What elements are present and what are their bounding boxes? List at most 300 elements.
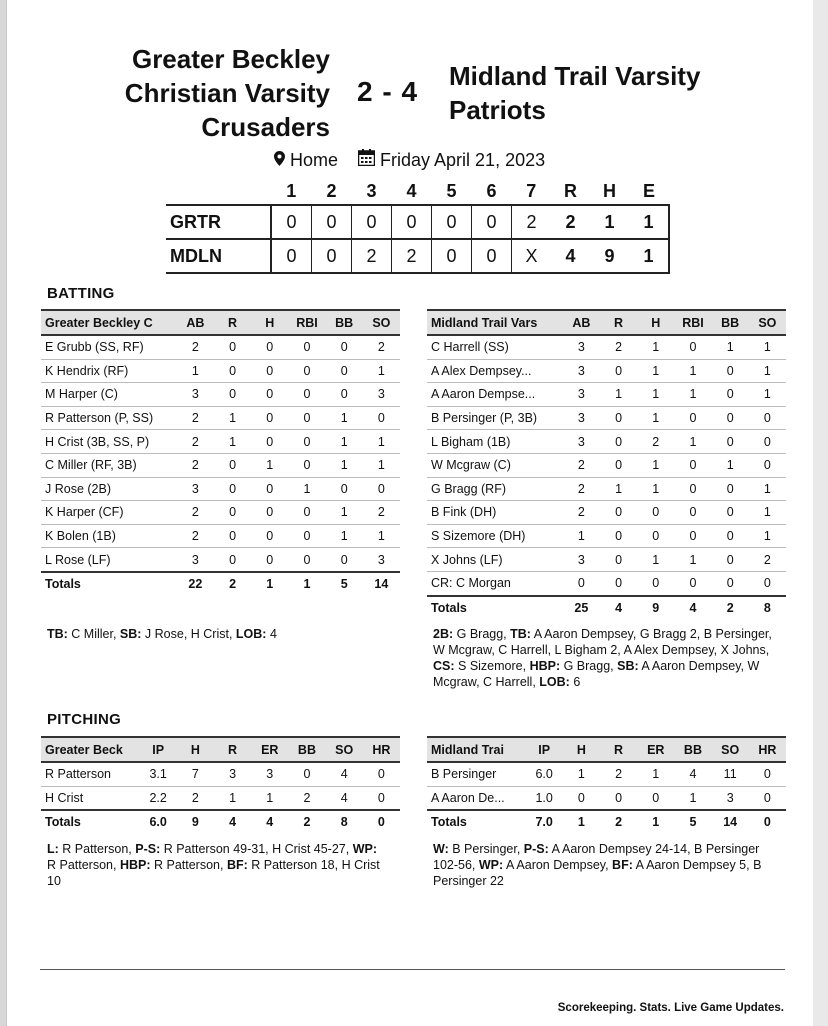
linescore-inning-cell: 0 [271, 239, 312, 273]
totals-cell: 5 [326, 572, 363, 596]
stat-column-header: ER [251, 737, 288, 762]
stat-cell: 0 [600, 524, 637, 548]
stat-cell: 1 [637, 453, 674, 477]
stat-cell: 0 [288, 383, 325, 407]
player-name: B Persinger [427, 762, 526, 786]
totals-cell: 0 [363, 810, 400, 834]
stat-cell: 1 [674, 786, 711, 810]
home-pitching-table [427, 736, 786, 834]
stat-cell: 0 [600, 406, 637, 430]
linescore-inning-cell: 2 [352, 239, 392, 273]
stat-cell: 3 [251, 762, 288, 786]
stat-cell: 0 [288, 762, 325, 786]
stat-cell: 0 [251, 501, 288, 525]
stat-cell: 3 [563, 406, 600, 430]
stat-column-header: ER [637, 737, 674, 762]
stat-cell: 0 [749, 786, 786, 810]
totals-cell: 1 [288, 572, 325, 596]
stat-cell: 4 [326, 762, 363, 786]
stat-cell: 2 [177, 335, 214, 359]
stat-column-header: BB [326, 310, 363, 335]
stat-cell: 1 [712, 453, 749, 477]
stat-cell: 0 [326, 548, 363, 572]
stat-cell: 3 [712, 786, 749, 810]
stat-column-header: H [637, 310, 674, 335]
player-row [427, 383, 786, 407]
player-row [427, 762, 786, 786]
stat-column-header: R [214, 737, 251, 762]
stat-cell: 0 [637, 501, 674, 525]
stat-cell: 2 [177, 786, 214, 810]
player-name: H Crist [41, 786, 140, 810]
linescore-row [166, 239, 669, 273]
totals-row [41, 810, 400, 834]
player-name: S Sizemore (DH) [427, 524, 563, 548]
away-pitching-table [41, 736, 400, 834]
stat-cell: 0 [600, 359, 637, 383]
location-label: Home [290, 149, 339, 170]
footer-tagline: Scorekeeping. Stats. Live Game Updates. [557, 1002, 784, 1014]
team-column-header: Midland Trail Vars [427, 310, 563, 335]
stat-cell: 0 [712, 430, 749, 454]
linescore-runs: 2 [551, 205, 590, 239]
stat-cell: 2 [563, 453, 600, 477]
totals-label: Totals [41, 572, 177, 596]
note-label: LOB: [539, 675, 570, 689]
player-row [427, 548, 786, 572]
stat-cell: 2 [177, 406, 214, 430]
team-column-header: Midland Trai [427, 737, 526, 762]
linescore-hits: 1 [590, 205, 629, 239]
player-row [41, 786, 400, 810]
game-meta [274, 149, 545, 171]
stat-cell: 1 [177, 359, 214, 383]
stat-cell: 1 [674, 430, 711, 454]
stat-cell: 1 [326, 406, 363, 430]
stat-cell: 0 [214, 453, 251, 477]
player-name: J Rose (2B) [41, 477, 177, 501]
stat-cell: 1 [674, 548, 711, 572]
stat-cell: 1 [326, 524, 363, 548]
player-name: C Harrell (SS) [427, 335, 563, 359]
stat-cell: 0 [288, 548, 325, 572]
stat-cell: 0 [637, 524, 674, 548]
stat-cell: 0 [600, 786, 637, 810]
stat-cell: 1 [214, 406, 251, 430]
stat-cell: 1 [749, 477, 786, 501]
note-label: SB: [617, 659, 639, 673]
totals-cell: 5 [674, 810, 711, 834]
player-row [427, 453, 786, 477]
stat-cell: 0 [674, 406, 711, 430]
stat-cell: 0 [637, 571, 674, 595]
stat-cell: 1 [637, 335, 674, 359]
stat-cell: 1 [363, 453, 400, 477]
stat-cell: 1 [749, 524, 786, 548]
note-text: A Aaron Dempsey, G Bragg 2, B Persinger, W Mcgraw, C Harrell, L Bigham 2, A Alex Dempsey, X Johns, [433, 627, 772, 657]
totals-cell: 1 [637, 810, 674, 834]
stat-column-header: SO [749, 310, 786, 335]
home-batting-table [427, 309, 786, 619]
note-text: R Patterson 18, H Crist 10 [47, 858, 380, 888]
page-edge [813, 0, 828, 1026]
stat-cell: 1 [637, 548, 674, 572]
stat-cell: 0 [214, 359, 251, 383]
stat-cell: 3 [563, 430, 600, 454]
stat-cell: 2 [600, 335, 637, 359]
note-text: G Bragg, [560, 659, 618, 673]
stat-cell: 1 [600, 383, 637, 407]
linescore-header-row [166, 178, 669, 205]
note-text: 6 [569, 675, 581, 689]
stat-cell: 0 [712, 477, 749, 501]
player-name: A Aaron Dempse... [427, 383, 563, 407]
home-batting-notes [433, 626, 778, 690]
player-row [41, 548, 400, 572]
linescore-inning-cell: 0 [312, 205, 352, 239]
linescore-inning-cell: 0 [472, 205, 512, 239]
stat-column-header: AB [177, 310, 214, 335]
stat-cell: 0 [712, 383, 749, 407]
player-row [41, 453, 400, 477]
stat-column-header: SO [326, 737, 363, 762]
note-text: S Sizemore, [454, 659, 530, 673]
player-row [41, 524, 400, 548]
stat-cell: 1 [674, 383, 711, 407]
stat-cell: 0 [288, 335, 325, 359]
away-batting-notes [47, 626, 387, 642]
stat-cell: 1 [326, 430, 363, 454]
player-name: L Bigham (1B) [427, 430, 563, 454]
totals-row [427, 596, 786, 620]
totals-cell: 8 [326, 810, 363, 834]
stat-cell: 0 [600, 571, 637, 595]
stat-cell: 0 [214, 335, 251, 359]
stat-cell: 1 [326, 501, 363, 525]
location [274, 150, 338, 171]
stat-cell: 0 [600, 548, 637, 572]
date [358, 149, 545, 171]
stat-cell: 0 [288, 501, 325, 525]
linescore-inning-cell: X [512, 239, 552, 273]
player-row [41, 383, 400, 407]
note-text: G Bragg, [453, 627, 511, 641]
stat-cell: 1 [637, 477, 674, 501]
stat-cell: 7 [177, 762, 214, 786]
stat-cell: 0 [288, 406, 325, 430]
stat-cell: 1 [637, 359, 674, 383]
stat-cell: 1 [749, 383, 786, 407]
team-column-header: Greater Beckley C [41, 310, 177, 335]
player-name: R Patterson [41, 762, 140, 786]
player-name: C Miller (RF, 3B) [41, 453, 177, 477]
calendar-icon [358, 149, 375, 171]
player-name: B Persinger (P, 3B) [427, 406, 563, 430]
stat-cell: 2 [288, 786, 325, 810]
stat-column-header: IP [140, 737, 177, 762]
stat-cell: 1 [637, 406, 674, 430]
stat-cell: 1 [637, 762, 674, 786]
player-name: E Grubb (SS, RF) [41, 335, 177, 359]
home-team-name: Midland Trail Varsity Patriots [449, 61, 701, 125]
stat-cell: 0 [251, 359, 288, 383]
stat-header-row [427, 737, 786, 762]
stat-cell: 6.0 [526, 762, 563, 786]
linescore-col-header: 6 [486, 180, 497, 201]
player-row [427, 359, 786, 383]
note-label: P-S: [523, 842, 549, 856]
linescore-col-header: R [564, 180, 577, 201]
stat-column-header: HR [363, 737, 400, 762]
stat-cell: 0 [288, 524, 325, 548]
note-label: CS: [433, 659, 455, 673]
linescore-corner [166, 178, 271, 205]
linescore-team: MDLN [166, 239, 271, 273]
totals-cell: 9 [177, 810, 214, 834]
stat-column-header: H [563, 737, 600, 762]
note-text: C Miller, [67, 627, 120, 641]
stat-cell: 0 [288, 430, 325, 454]
stat-cell: 0 [363, 786, 400, 810]
stat-column-header: R [600, 310, 637, 335]
team-column-header: Greater Beck [41, 737, 140, 762]
totals-cell: 2 [712, 596, 749, 620]
note-label: HBP: [529, 659, 561, 673]
stat-column-header: HR [749, 737, 786, 762]
linescore-col-header: 5 [446, 180, 457, 201]
note-text: A Aaron Dempsey, [503, 858, 613, 872]
player-row [427, 477, 786, 501]
stat-cell: 1 [563, 762, 600, 786]
player-row [41, 762, 400, 786]
stat-cell: 2 [600, 762, 637, 786]
stat-column-header: BB [288, 737, 325, 762]
note-label: HBP: [119, 858, 151, 872]
stat-cell: 2 [563, 477, 600, 501]
totals-cell: 14 [363, 572, 400, 596]
stat-cell: 1 [749, 359, 786, 383]
player-row [41, 335, 400, 359]
stat-column-header: BB [674, 737, 711, 762]
stat-cell: 3 [563, 383, 600, 407]
stat-cell: 0 [563, 571, 600, 595]
note-label: BF: [612, 858, 633, 872]
totals-label: Totals [41, 810, 140, 834]
totals-cell: 4 [251, 810, 288, 834]
totals-cell: 6.0 [140, 810, 177, 834]
stat-cell: 1 [600, 477, 637, 501]
stat-cell: 0 [749, 406, 786, 430]
linescore-col-header: 1 [286, 180, 297, 201]
stat-cell: 2 [177, 501, 214, 525]
note-label: WP: [352, 842, 378, 856]
totals-cell: 4 [600, 596, 637, 620]
player-row [427, 430, 786, 454]
stat-cell: 0 [637, 786, 674, 810]
stat-cell: 0 [600, 453, 637, 477]
linescore-inning-cell: 0 [392, 205, 432, 239]
stat-cell: 0 [712, 406, 749, 430]
linescore-inning-cell: 0 [271, 205, 312, 239]
note-label: LOB: [235, 627, 267, 641]
stat-cell: 0 [749, 571, 786, 595]
date-label: Friday April 21, 2023 [380, 150, 546, 170]
stat-cell: 0 [674, 477, 711, 501]
stat-column-header: SO [363, 310, 400, 335]
stat-header-row [427, 310, 786, 335]
stat-cell: 2 [363, 335, 400, 359]
footer-divider [40, 969, 785, 970]
linescore-row [166, 205, 669, 239]
stat-cell: 0 [251, 430, 288, 454]
totals-cell: 14 [712, 810, 749, 834]
totals-cell: 1 [563, 810, 600, 834]
away-team-name: Greater Beckley Christian Varsity Crusaders [124, 44, 330, 142]
stat-cell: 1 [674, 359, 711, 383]
note-label: TB: [510, 627, 531, 641]
player-row [427, 571, 786, 595]
linescore-col-header: E [642, 180, 655, 201]
linescore-col-header: 7 [526, 180, 537, 201]
stat-cell: 2 [363, 501, 400, 525]
linescore-team: GRTR [166, 205, 271, 239]
note-label: BF: [226, 858, 248, 872]
stat-cell: 1 [326, 453, 363, 477]
away-batting-table [41, 309, 400, 596]
stat-cell: 0 [563, 786, 600, 810]
stat-column-header: SO [712, 737, 749, 762]
stat-cell: 2 [563, 501, 600, 525]
stat-cell: 0 [288, 359, 325, 383]
stat-cell: 0 [326, 359, 363, 383]
player-name: R Patterson (P, SS) [41, 406, 177, 430]
stat-column-header: AB [563, 310, 600, 335]
stat-cell: 0 [214, 383, 251, 407]
stat-cell: 3 [563, 548, 600, 572]
linescore-inning-cell: 0 [352, 205, 392, 239]
stat-cell: 0 [214, 548, 251, 572]
linescore-inning-cell: 0 [432, 239, 472, 273]
linescore-col-header: 3 [366, 180, 377, 201]
note-label: TB: [47, 627, 68, 641]
stat-cell: 3 [177, 383, 214, 407]
linescore-errors: 1 [629, 205, 669, 239]
stat-cell: 0 [214, 501, 251, 525]
totals-cell: 22 [177, 572, 214, 596]
pitching-title: PITCHING [47, 711, 122, 728]
stat-cell: 3 [177, 477, 214, 501]
note-label: WP: [478, 858, 504, 872]
stat-cell: 1 [214, 430, 251, 454]
linescore-hits: 9 [590, 239, 629, 273]
totals-cell: 9 [637, 596, 674, 620]
stat-cell: 3 [363, 548, 400, 572]
note-label: 2B: [433, 627, 454, 641]
player-row [427, 524, 786, 548]
stat-cell: 0 [251, 548, 288, 572]
totals-cell: 1 [251, 572, 288, 596]
totals-cell: 25 [563, 596, 600, 620]
note-label: W: [433, 842, 449, 856]
stat-cell: 3 [563, 359, 600, 383]
stat-cell: 0 [251, 477, 288, 501]
totals-cell: 4 [214, 810, 251, 834]
stat-cell: 0 [749, 762, 786, 786]
player-row [41, 477, 400, 501]
stat-cell: 0 [326, 335, 363, 359]
stat-cell: 0 [251, 383, 288, 407]
note-text: A Aaron Dempsey 24-14, B Persinger 102-56, [433, 842, 760, 872]
stat-cell: 0 [674, 524, 711, 548]
player-row [427, 335, 786, 359]
stat-cell: 4 [674, 762, 711, 786]
note-text: R Patterson, [58, 842, 136, 856]
stat-cell: 0 [600, 430, 637, 454]
stat-cell: 0 [712, 501, 749, 525]
stat-cell: 3 [214, 762, 251, 786]
note-label: SB: [119, 627, 142, 641]
stat-cell: 0 [214, 524, 251, 548]
home-pitching-notes [433, 841, 768, 889]
stat-cell: 0 [363, 406, 400, 430]
note-text: R Patterson 49-31, H Crist 45-27, [160, 842, 353, 856]
player-name: L Rose (LF) [41, 548, 177, 572]
stat-cell: 1 [563, 524, 600, 548]
linescore-col-header: H [603, 180, 616, 201]
stat-cell: 0 [674, 335, 711, 359]
stat-cell: 0 [674, 571, 711, 595]
linescore-col-header: 4 [406, 180, 417, 201]
totals-cell: 2 [600, 810, 637, 834]
stat-cell: 0 [674, 453, 711, 477]
note-text: J Rose, H Crist, [141, 627, 236, 641]
linescore-inning-cell: 0 [472, 239, 512, 273]
player-row [41, 359, 400, 383]
stat-cell: 0 [363, 477, 400, 501]
stat-cell: 0 [712, 524, 749, 548]
stat-cell: 0 [712, 571, 749, 595]
stat-cell: 1 [363, 430, 400, 454]
player-name: K Bolen (1B) [41, 524, 177, 548]
batting-title: BATTING [47, 285, 115, 302]
totals-row [427, 810, 786, 834]
player-row [41, 501, 400, 525]
linescore-inning-cell: 2 [392, 239, 432, 273]
player-name: K Hendrix (RF) [41, 359, 177, 383]
stat-cell: 2 [177, 524, 214, 548]
stat-cell: 2 [177, 453, 214, 477]
stat-cell: 1 [251, 786, 288, 810]
player-row [41, 406, 400, 430]
linescore-errors: 1 [629, 239, 669, 273]
player-name: A Alex Dempsey... [427, 359, 563, 383]
stat-cell: 3 [563, 335, 600, 359]
linescore-inning-cell: 0 [432, 205, 472, 239]
stat-column-header: R [214, 310, 251, 335]
stat-cell: 0 [288, 453, 325, 477]
player-name: A Aaron De... [427, 786, 526, 810]
stat-cell: 0 [326, 477, 363, 501]
linescore-col-header: 2 [326, 180, 337, 201]
stat-cell: 3.1 [140, 762, 177, 786]
stat-cell: 2 [749, 548, 786, 572]
away-pitching-notes [47, 841, 382, 889]
player-name: CR: C Morgan [427, 571, 563, 595]
stat-cell: 1 [712, 335, 749, 359]
stat-cell: 1.0 [526, 786, 563, 810]
player-row [427, 406, 786, 430]
map-pin-icon [274, 150, 285, 171]
